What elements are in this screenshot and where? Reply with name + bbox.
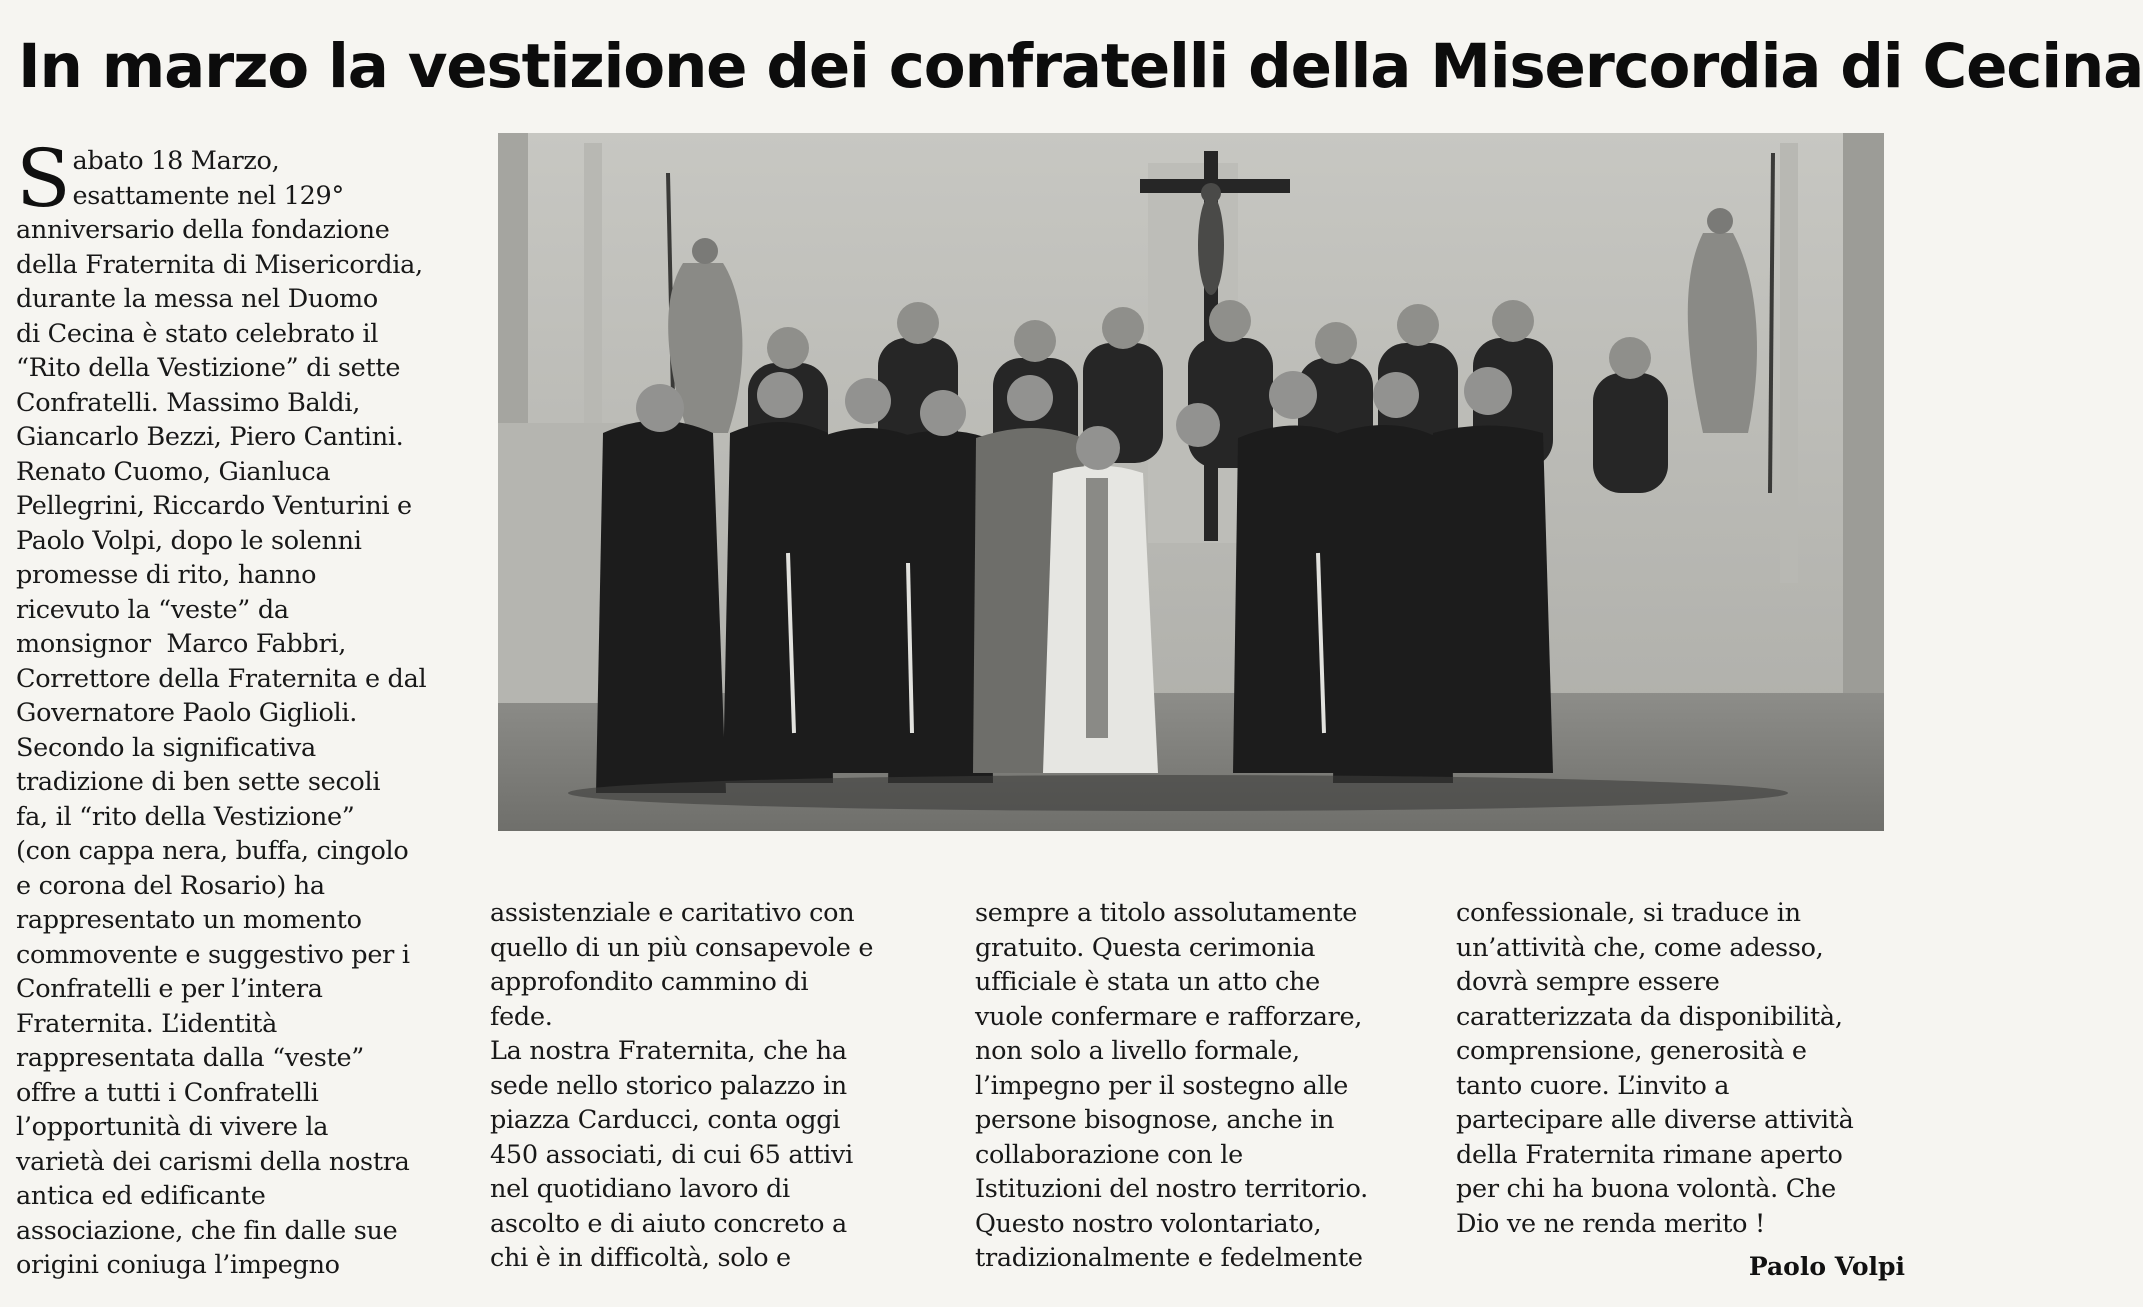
article-column-4: confessionale, si traduce in un’attività che, come adesso, dovrà sempre essere caratterizzata da disponibilità, comprensione, generosità e tanto cuore. L’invito a partecipare alle diverse attività della Fraternita rimane aperto per chi ha buona volontà. Che Dio ve ne renda merito ! bbox=[1456, 898, 1854, 1239]
article-column-1-text: abato 18 Marzo, esattamente nel 129° anniversario della fondazione della Fraternita di Misericordia, durante la messa nel Duomo di Cecina è stato celebrato il “Rito della Vestizione” di sette Confratelli. Massimo Baldi, Giancarlo Bezzi, Piero Cantini. Renato Cuomo, Gianluca Pellegrini, Riccardo Venturini e Paolo Volpi, dopo le solenni promesse di rito, hanno ricevuto la “veste” da monsignor Marco Fabbri, Correttore della Fraternita e dal Governatore Paolo Giglioli. Secondo la significativa tradizione di ben sette secoli fa, il “rito della Vestizione” (con cappa nera, buffa, cingolo e corona del Rosario) ha rappresentato un momento commovente e suggestivo per i Confratelli e per l’intera Fraternita. L’identità rappresentata dalla “veste” offre a tutti i Confratelli l’opportunità di vivere la varietà dei carismi della nostra antica ed edificante associazione, che fin dalle sue origini coniuga l’impegno bbox=[16, 146, 427, 1280]
article-column-1 bbox=[16, 132, 427, 1283]
article-byline: Paolo Volpi bbox=[1748, 1252, 1905, 1281]
group-photo bbox=[498, 133, 1884, 831]
article-column-3: sempre a titolo assolutamente gratuito. Questa cerimonia ufficiale è stata un atto che vuole confermare e rafforzare, non solo a livello formale, l’impegno per il sostegno alle persone bisognose, anche in collaborazione con le Istituzioni del nostro territorio. Questo nostro volontariato, tradizionalmente e fedelmente bbox=[975, 898, 1368, 1273]
article-column-2: assistenziale e caritativo con quello di un più consapevole e approfondito cammino di fede. La nostra Fraternita, che ha sede nello storico palazzo in piazza Carducci, conta oggi 450 associati, di cui 65 attivi nel quotidiano lavoro di ascolto e di aiuto concreto a chi è in difficoltà, solo e bbox=[490, 898, 874, 1273]
drop-cap: S bbox=[16, 132, 71, 225]
article-headline: In marzo la vestizione dei confratelli della Misercordia di Cecina bbox=[18, 31, 2143, 102]
